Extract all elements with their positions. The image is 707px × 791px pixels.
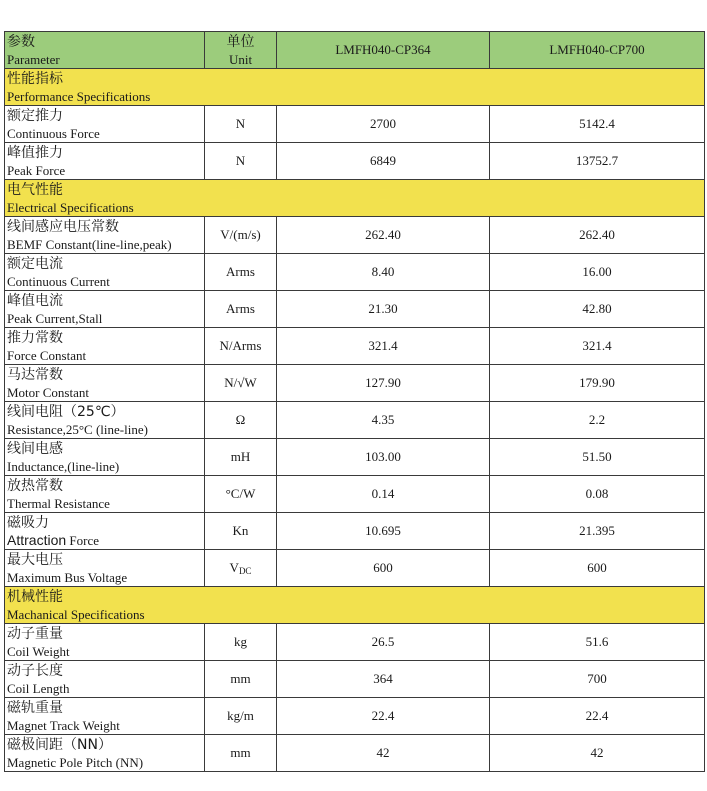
section-title-zh: 性能指标 bbox=[7, 70, 63, 87]
value-cell-model-2: 42 bbox=[490, 735, 705, 772]
param-cell bbox=[5, 254, 205, 291]
table-row bbox=[5, 106, 705, 143]
unit-cell: N bbox=[205, 143, 277, 180]
value-cell-model-2: 16.00 bbox=[490, 254, 705, 291]
value-cell-model-1: 10.695 bbox=[277, 513, 490, 550]
table-row bbox=[5, 217, 705, 254]
param-zh: 磁吸力 bbox=[7, 514, 49, 531]
unit-cell: kg bbox=[205, 624, 277, 661]
param-en: BEMF Constant(line-line,peak) bbox=[7, 236, 172, 252]
value-cell-model-2: 5142.4 bbox=[490, 106, 705, 143]
unit-cell: Arms bbox=[205, 291, 277, 328]
unit-cell bbox=[205, 550, 277, 587]
table-row bbox=[5, 328, 705, 365]
param-zh: 最大电压 bbox=[7, 551, 63, 568]
param-en: Peak Current,Stall bbox=[7, 310, 103, 326]
unit-cell: N/Arms bbox=[205, 328, 277, 365]
header-parameter-en: Parameter bbox=[7, 51, 60, 67]
header-model-2: LMFH040-CP700 bbox=[490, 32, 705, 69]
value-cell-model-1: 22.4 bbox=[277, 698, 490, 735]
param-zh: 动子重量 bbox=[7, 625, 63, 642]
value-cell-model-2: 700 bbox=[490, 661, 705, 698]
param-cell bbox=[5, 698, 205, 735]
header-unit-cell bbox=[205, 32, 277, 69]
table-header-row bbox=[5, 32, 705, 69]
param-zh: 动子长度 bbox=[7, 662, 63, 679]
param-en: Force Constant bbox=[7, 347, 87, 363]
unit-cell: mH bbox=[205, 439, 277, 476]
section-mechanical-cell bbox=[5, 587, 705, 624]
param-cell bbox=[5, 624, 205, 661]
table-row bbox=[5, 439, 705, 476]
param-en: Thermal Resistance bbox=[7, 495, 110, 511]
unit-cell: kg/m bbox=[205, 698, 277, 735]
value-cell-model-2: 0.08 bbox=[490, 476, 705, 513]
param-en: Coil Length bbox=[7, 680, 70, 696]
header-parameter-zh: 参数 bbox=[7, 33, 35, 50]
param-cell bbox=[5, 513, 205, 550]
param-cell bbox=[5, 291, 205, 328]
value-cell-model-2: 13752.7 bbox=[490, 143, 705, 180]
value-cell-model-1: 127.90 bbox=[277, 365, 490, 402]
param-zh: 放热常数 bbox=[7, 477, 63, 494]
unit-cell: N/√W bbox=[205, 365, 277, 402]
section-mechanical bbox=[5, 587, 705, 624]
param-en: Magnetic Pole Pitch (NN) bbox=[7, 754, 144, 770]
header-unit-en: Unit bbox=[228, 51, 253, 67]
param-en: Coil Weight bbox=[7, 643, 70, 659]
table-row bbox=[5, 735, 705, 772]
param-zh: 额定电流 bbox=[7, 255, 63, 272]
param-cell bbox=[5, 106, 205, 143]
unit-cell: V/(m/s) bbox=[205, 217, 277, 254]
param-cell bbox=[5, 550, 205, 587]
param-en bbox=[7, 532, 204, 549]
unit-cell: mm bbox=[205, 661, 277, 698]
unit-cell: Kn bbox=[205, 513, 277, 550]
table-row bbox=[5, 254, 705, 291]
section-performance-cell bbox=[5, 69, 705, 106]
value-cell-model-2: 51.6 bbox=[490, 624, 705, 661]
param-zh: 峰值电流 bbox=[7, 292, 63, 309]
value-cell-model-1: 364 bbox=[277, 661, 490, 698]
unit-subscript: DC bbox=[238, 566, 252, 576]
value-cell-model-2: 51.50 bbox=[490, 439, 705, 476]
value-cell-model-1: 26.5 bbox=[277, 624, 490, 661]
value-cell-model-1: 8.40 bbox=[277, 254, 490, 291]
value-cell-model-1: 262.40 bbox=[277, 217, 490, 254]
value-cell-model-1: 321.4 bbox=[277, 328, 490, 365]
param-cell bbox=[5, 661, 205, 698]
param-cell bbox=[5, 217, 205, 254]
spec-table bbox=[4, 31, 705, 772]
table-row bbox=[5, 661, 705, 698]
param-zh: 磁极间距（NN） bbox=[7, 736, 112, 753]
section-electrical-cell bbox=[5, 180, 705, 217]
value-cell-model-2: 2.2 bbox=[490, 402, 705, 439]
table-row bbox=[5, 365, 705, 402]
unit-cell: °C/W bbox=[205, 476, 277, 513]
param-en: Continuous Force bbox=[7, 125, 100, 141]
value-cell-model-1: 42 bbox=[277, 735, 490, 772]
value-cell-model-1: 21.30 bbox=[277, 291, 490, 328]
value-cell-model-2: 600 bbox=[490, 550, 705, 587]
table-row bbox=[5, 513, 705, 550]
param-en-part-a: Attraction bbox=[7, 531, 67, 548]
value-cell-model-2: 42.80 bbox=[490, 291, 705, 328]
section-title-en: Performance Specifications bbox=[7, 88, 151, 104]
param-zh: 线间感应电压常数 bbox=[7, 218, 119, 235]
unit-cell: Ω bbox=[205, 402, 277, 439]
table-row bbox=[5, 402, 705, 439]
table-row bbox=[5, 624, 705, 661]
param-en: Peak Force bbox=[7, 162, 66, 178]
param-zh: 马达常数 bbox=[7, 366, 63, 383]
param-cell bbox=[5, 365, 205, 402]
section-title-zh: 电气性能 bbox=[7, 181, 63, 198]
value-cell-model-1: 0.14 bbox=[277, 476, 490, 513]
param-zh: 磁轨重量 bbox=[7, 699, 63, 716]
param-en: Maximum Bus Voltage bbox=[7, 569, 128, 585]
unit-cell: N bbox=[205, 106, 277, 143]
unit-cell: Arms bbox=[205, 254, 277, 291]
param-zh: 额定推力 bbox=[7, 107, 63, 124]
param-en-part-b: Force bbox=[66, 532, 99, 548]
value-cell-model-2: 179.90 bbox=[490, 365, 705, 402]
unit-cell: mm bbox=[205, 735, 277, 772]
section-performance bbox=[5, 69, 705, 106]
param-en: Magnet Track Weight bbox=[7, 717, 120, 733]
header-parameter-cell bbox=[5, 32, 205, 69]
value-cell-model-1: 103.00 bbox=[277, 439, 490, 476]
value-cell-model-1: 2700 bbox=[277, 106, 490, 143]
value-cell-model-1: 6849 bbox=[277, 143, 490, 180]
section-title-en: Electrical Specifications bbox=[7, 199, 134, 215]
param-cell bbox=[5, 143, 205, 180]
param-cell bbox=[5, 328, 205, 365]
table-row bbox=[5, 698, 705, 735]
table-row bbox=[5, 291, 705, 328]
header-unit-zh: 单位 bbox=[226, 33, 255, 50]
param-zh: 推力常数 bbox=[7, 329, 63, 346]
table-row bbox=[5, 476, 705, 513]
param-cell bbox=[5, 735, 205, 772]
unit-main: V bbox=[229, 560, 239, 575]
param-en: Motor Constant bbox=[7, 384, 89, 400]
table-row bbox=[5, 143, 705, 180]
param-cell bbox=[5, 476, 205, 513]
param-en: Inductance,(line-line) bbox=[7, 458, 120, 474]
param-zh: 线间电阻（25℃） bbox=[7, 403, 125, 420]
section-electrical bbox=[5, 180, 705, 217]
param-cell bbox=[5, 439, 205, 476]
param-zh: 线间电感 bbox=[7, 440, 63, 457]
param-zh: 峰值推力 bbox=[7, 144, 63, 161]
param-cell bbox=[5, 402, 205, 439]
value-cell-model-1: 600 bbox=[277, 550, 490, 587]
header-model-1: LMFH040-CP364 bbox=[277, 32, 490, 69]
value-cell-model-2: 21.395 bbox=[490, 513, 705, 550]
value-cell-model-2: 262.40 bbox=[490, 217, 705, 254]
value-cell-model-2: 22.4 bbox=[490, 698, 705, 735]
value-cell-model-2: 321.4 bbox=[490, 328, 705, 365]
param-en: Resistance,25°C (line-line) bbox=[7, 421, 148, 437]
value-cell-model-1: 4.35 bbox=[277, 402, 490, 439]
param-en: Continuous Current bbox=[7, 273, 110, 289]
section-title-en: Machanical Specifications bbox=[7, 606, 145, 622]
section-title-zh: 机械性能 bbox=[7, 588, 63, 605]
table-row bbox=[5, 550, 705, 587]
